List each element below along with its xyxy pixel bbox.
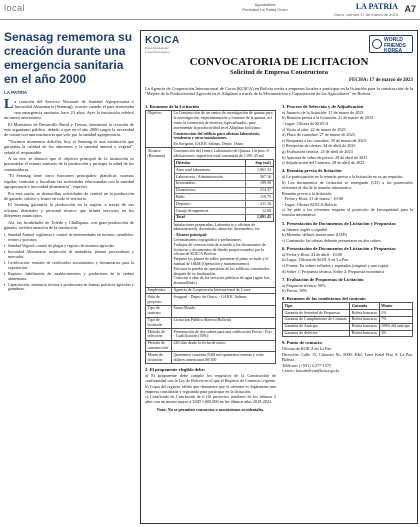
prebid-list: [282, 174, 413, 217]
list-item: c) Certificado de Conclusión de 6 (6) proyectos similares en los últimos 5 años con un monto mayor a USD 1,000,000 en los últimos años 2018-2022.: [145, 394, 276, 405]
table-header-row: Tipo Garantía Monto: [283, 303, 413, 310]
section-heading: 4. Reunión previa de licitación: [282, 168, 342, 174]
article-paragraph: El Senasag garantiza la producción en la región, a través de sus oficinas distritales y personal técnico que brinda servicios en los diferentes municipios.: [4, 202, 134, 219]
list-item: a) Anuncio de la licitación: 17 de marzo de 2023: [282, 109, 364, 115]
list-item: a) Idioma: inglés o español: [282, 226, 328, 232]
bullet-item: ▪ Sanidad Vegetal: control de plagas y registro de insumos agrícolas.: [4, 244, 134, 249]
list-item: Reunión previa a la licitación: [282, 190, 332, 196]
summary-table: [145, 110, 276, 364]
article-paragraph: "Tuvimos momentos difíciles, hoy el Senasag es una institución que garantiza la calidad de los alimentos y la sanidad animal y vegetal", señaló el responsable.: [4, 138, 134, 155]
contract-conditions-table: [282, 302, 413, 337]
bullet-item: ▪ Sanidad Animal: vigilancia y control de enfermedades en bovinos, camélidos, ovinos y porcinos.: [4, 233, 134, 243]
list-item: i) Adjudicación del Contrato: 28 de abril de 2023: [282, 160, 365, 166]
list-item: - Lugar: Oficina de KOICA: [282, 121, 329, 126]
submission-list: [282, 227, 413, 243]
koica-logo: [145, 35, 181, 53]
eligibility-list: [145, 373, 276, 405]
bullet-item: ▪ Certificación: emisión de certificados zoosanitarios y fitosanitarios para la exportación.: [4, 261, 134, 271]
table-row: Empleador Agencia de Cooperación Internacional de Corea: [146, 287, 276, 294]
list-item: f) Recepción de ofertas: 24 de abril de 2023: [282, 143, 356, 149]
tender-column-left: [145, 101, 276, 413]
presentation-list: [282, 252, 413, 274]
page-number: A7: [404, 4, 416, 14]
list-item: b) Los documentos de licitación se entregarán (CD) a los potenciales oferentes el día de la reunión informativa.: [282, 179, 413, 190]
list-item: g) Evaluación técnica: 25 de abril de 2023: [282, 148, 353, 154]
list-item: - Fecha y Hora: 21 de marzo - 10:00: [282, 196, 343, 202]
list-item: Dirección: Calle 15, Calacoto No. 8000, Edif. Torre Ketal Piso 9, La Paz, Bolivia: [282, 351, 413, 363]
tender-subtitle: Solicitud de Empresa Constructora: [230, 69, 328, 76]
bullet-item: ▪ Capacitación: asistencia técnica a productores en buenas prácticas agrícolas y ganaderas.: [4, 283, 134, 293]
tender-columns: [145, 101, 413, 413]
table-row: Baño 119.75: [176, 193, 271, 199]
article-dropcap: L: [4, 97, 14, 112]
article-paragraph: A su vez, se destacó que el objetivo principal de la institución es precautelar el estatus sanitario de la producción y proteger la salud de los consumidores.: [4, 156, 134, 172]
tender-column-right: [282, 101, 413, 413]
world-friends-logo: [369, 35, 413, 53]
section-heading: 3. Proceso de Selección y de Adjudicación: [282, 103, 364, 109]
table-cell: Alcance (Resumen): [146, 148, 172, 287]
article-body: [4, 99, 134, 230]
table-cell: Objetivo: [146, 110, 172, 148]
section-heading: 5. Presentación de Documentos de Licitación y Propuestas: [282, 220, 396, 226]
table-header-row: División Sup (m2): [176, 159, 271, 165]
table-total-row: Total 1,091.45: [176, 214, 271, 220]
table-row: Dormitorios 214.37: [176, 187, 271, 193]
list-item: a) Fecha y Hora: 24 de abril - 10:00: [282, 251, 343, 257]
process-list: [282, 110, 413, 165]
table-cell: Construcción del Centro Laboratorio de Quinua. Un piso, 8 edificaciones, superficie total construida de 1,091.45 m2 División Sup (m2) Área total laboratorio 1,061.33 Laboratorio / Administración 367.16 Invernadero 199.30 Dormitorios 214.37 Baño 119.75 Depósito 211.16 Garaje de ingeniería 12.00 Total 1,091.45 Instalaciones preparadas: Laboratorio y oficinas de administración, dormitorio, almacén, invernadero, etc. - Alcance principal: Levantamiento topográfico y preliminares. Trabajos de construcción de acuerdo a los documentos de licitación y documentos de diseño proporcionados por la oficina de KOICA Bolivia. Preparar los planos de taller, presentar el plano as-built y el manual de O&M (Operación y mantenimiento). Efectuar la prueba de operación de los edificios construidos después de su finalización. Conectar a obra de los servicios públicos de agua (agua, luz, alcantarillado).: [172, 148, 276, 287]
table-row: Invernadero 199.30: [176, 180, 271, 186]
section-heading: 7. Evaluación de Propuestas de Licitación: [282, 276, 364, 282]
list-item: Correo: koicabolivia@koica.go.kr: [282, 368, 340, 374]
bullet-item: ▪ Inocuidad Alimentaria: inspección de mataderos, plantas procesadoras y mercados.: [4, 250, 134, 260]
article-paragraph: El Ministerio de Desarrollo Rural y Tierras, determinó la creación de este organismo público, debido a que en el año 2000 surgió la necesidad de contar con una institución que vele por la sanidad agropecuaria.: [4, 121, 134, 138]
table-row: Área total laboratorio 1,061.33: [176, 166, 271, 172]
evaluation-list: [282, 283, 413, 294]
table-row: [146, 110, 276, 148]
article-paragraph: Por esta razón, se desarrollan actividades de control en la producción de ganado, cultivo y frutos en todo el territorio.: [4, 190, 134, 201]
list-item: c) Visita al sitio: 22 de marzo de 2023: [282, 126, 346, 132]
article-paragraph: a creación del Servicio Nacional de Sanidad Agropecuaria e Inocuidad Alimentaria (Senasag), ocurrió cuando el país atravesaba una emergencia sanitaria, hace 23 años. Ayer la institución celebró un nuevo aniversario.: [4, 99, 134, 121]
header-center: [220, 2, 310, 12]
table-row: [146, 148, 276, 287]
section-heading: 1. Resumen de la Licitación: [145, 103, 199, 109]
list-item: e) Respuesta a las consultas: 30 de marzo de 2023: [282, 137, 366, 143]
list-item: b) Copia del registro válido que demuestre que el oferente es legalmente una empresa constituida y registrada para participar en la licitación.: [145, 383, 276, 394]
article: [4, 30, 134, 293]
table-cell: La Construcción de un centro de investigación de quinua para la investigación, experimentación y fomento de la quinua, así como la formación de técnicos especializados, para incrementar la productividad en el Altiplano boliviano. Construcción del edificio para oficinas laboratorio, residencia y otras instalaciones. En Sorigoni, GAIOC Salinas, Depto. Oruro: [172, 110, 276, 148]
list-item: a) El proponente debe cumplir los requisitos de la Constructión de conformidad con la Ley de Bolivia en el que el Registro de Comercio vigente.: [145, 372, 276, 383]
table-row: Método de selección Presentación de dos sobres para una calificación Precio / Fijo - Cualificación (50%): [146, 329, 276, 341]
bullet-item: ▪ Registro: habilitación de establecimientos y productores de la cadena alimentaria.: [4, 272, 134, 282]
list-item: - Lugar: Oficina KOICA Bolivia: [282, 201, 337, 207]
section-heading: 9. Punto de contacto: [282, 340, 322, 346]
list-item: c) Contenido: las ofertas deberán presentarse en dos sobres.: [282, 237, 382, 243]
tender-intro: La Agencia de Cooperación Internacional de Corea (KOICA) en Bolivia invita a empresas locales a participar en la licitación para la construcción de la "Mejora de la Productividad Agrícola en el Altiplano a través de la Mecanización y Capacitación de los Agricultores" en Bolivia.: [145, 86, 413, 97]
article-headline: Senasag rememora su creación durante una emergencia sanitaria en el año 2000: [4, 30, 133, 86]
tender-notice: [140, 30, 418, 524]
list-item: b) Lugar: Oficina de KOICA en La Paz: [282, 257, 348, 263]
masthead-date: Oruro, viernes 17 de marzo de 2023: [333, 12, 398, 17]
table-row: Monto de licitación Quinientos cuarenta (540) mil quinientos sesenta y ocho dólares americanos 00/100: [146, 352, 276, 364]
section-heading: 6. Presentación de Documentos de Licitación y Propuestas: [282, 245, 396, 251]
table-row: Garantía de Seriedad de Propuesta Boleta bancaria 1%: [283, 310, 413, 317]
page-header: [0, 0, 420, 20]
table-row: Depósito 211.16: [176, 200, 271, 206]
list-item: a) La participación en la reunión previa a la licitación no es un requisito.: [282, 174, 404, 180]
table-row: Garantía de Anticipo Boleta bancaria 100% del anticipo: [283, 323, 413, 330]
table-row: Tipo de contrato Suma Alzada: [146, 305, 276, 317]
areas-table: [174, 159, 274, 221]
list-item: Oficina de KOICA en La Paz: [282, 346, 332, 352]
contact-list: [282, 346, 413, 373]
globe-icon: [372, 39, 382, 49]
table-row: Garantía de defectos Boleta bancaria 3%: [283, 330, 413, 337]
list-item: c) Forma: En sobres sellados y separados (original y una copia): [282, 262, 389, 268]
list-item: b) Precio: 50%: [282, 288, 308, 294]
header-line: Periódico La Patria Oruro: [242, 7, 288, 12]
table-row: Período de construcción 240 días desde la fecha de inicio: [146, 340, 276, 352]
tender-date: FECHA: 17 de marzo de 2023: [348, 78, 413, 83]
article-paragraph: Así, las localidades de Toledo y Challapata, con gran producción de ganado, reciben atención de la institución.: [4, 219, 134, 230]
list-item: b) Reunión previa a la licitación: 21 de marzo de 2023: [282, 115, 374, 121]
list-item: b) Moneda: dólares americanos (USD): [282, 232, 347, 238]
koica-logo-subtext: Korea International Cooperation Agency: [145, 46, 170, 54]
section-heading: 8. Resumen de las condiciones del contrato: [282, 296, 366, 302]
consortium-note: Nota: No se permiten consorcios o asociaciones accidentales.: [156, 407, 265, 413]
world-friends-text: WORLD FRIENDS KOREA: [384, 37, 406, 54]
table-row: Laboratorio / Administración 367.16: [176, 173, 271, 179]
list-item: d) Plazo de consultas: 27 de marzo de 2023: [282, 132, 355, 138]
list-item: d) Sobre 1: Propuesta técnica, Sobre 2: Propuesta económica: [282, 268, 384, 274]
list-item: a) Propuesta técnica: 50%: [282, 282, 326, 288]
table-row: Garantía de Cumplimiento de Contrato Boleta bancaria 7%: [283, 316, 413, 323]
section-label: local: [4, 3, 26, 13]
section-heading: 2. El proponente elegible debe:: [145, 366, 206, 372]
table-row: Garaje de ingeniería 12.00: [176, 207, 271, 213]
list-item: Teléfono: (+591) 2-277-1575: [282, 362, 332, 368]
article-paragraph: "El Senasag tiene cinco funciones principales: planificar, normar, regular, controlar y fiscalizar las actividades relacionadas con la sanidad agropecuaria e inocuidad alimentaria", expresó.: [4, 173, 134, 190]
header-line: Agoravibles: [254, 2, 276, 7]
masthead-logo: LA PATRIA: [355, 2, 398, 11]
article-kicker: LA PATRIA: [4, 90, 28, 95]
list-item: c) Se pide a los oferentes respetar el protocolo de bioseguridad para la reunión informativa.: [282, 207, 413, 218]
table-row: Sitio de proyecto Sorigoni - Depto. de Oruro, - GAIOC Salinas: [146, 294, 276, 306]
tender-title: CONVOCATORIA DE LICITACION: [189, 56, 369, 68]
table-row: Tipo de licitación Licitación Pública Abierta (Bolivia): [146, 317, 276, 329]
koica-logo-text: KOICA: [145, 35, 180, 46]
article-bullet-list: [4, 233, 134, 292]
list-item: h) Apertura de sobre de precio: 28 de abril de 2023: [282, 154, 368, 160]
